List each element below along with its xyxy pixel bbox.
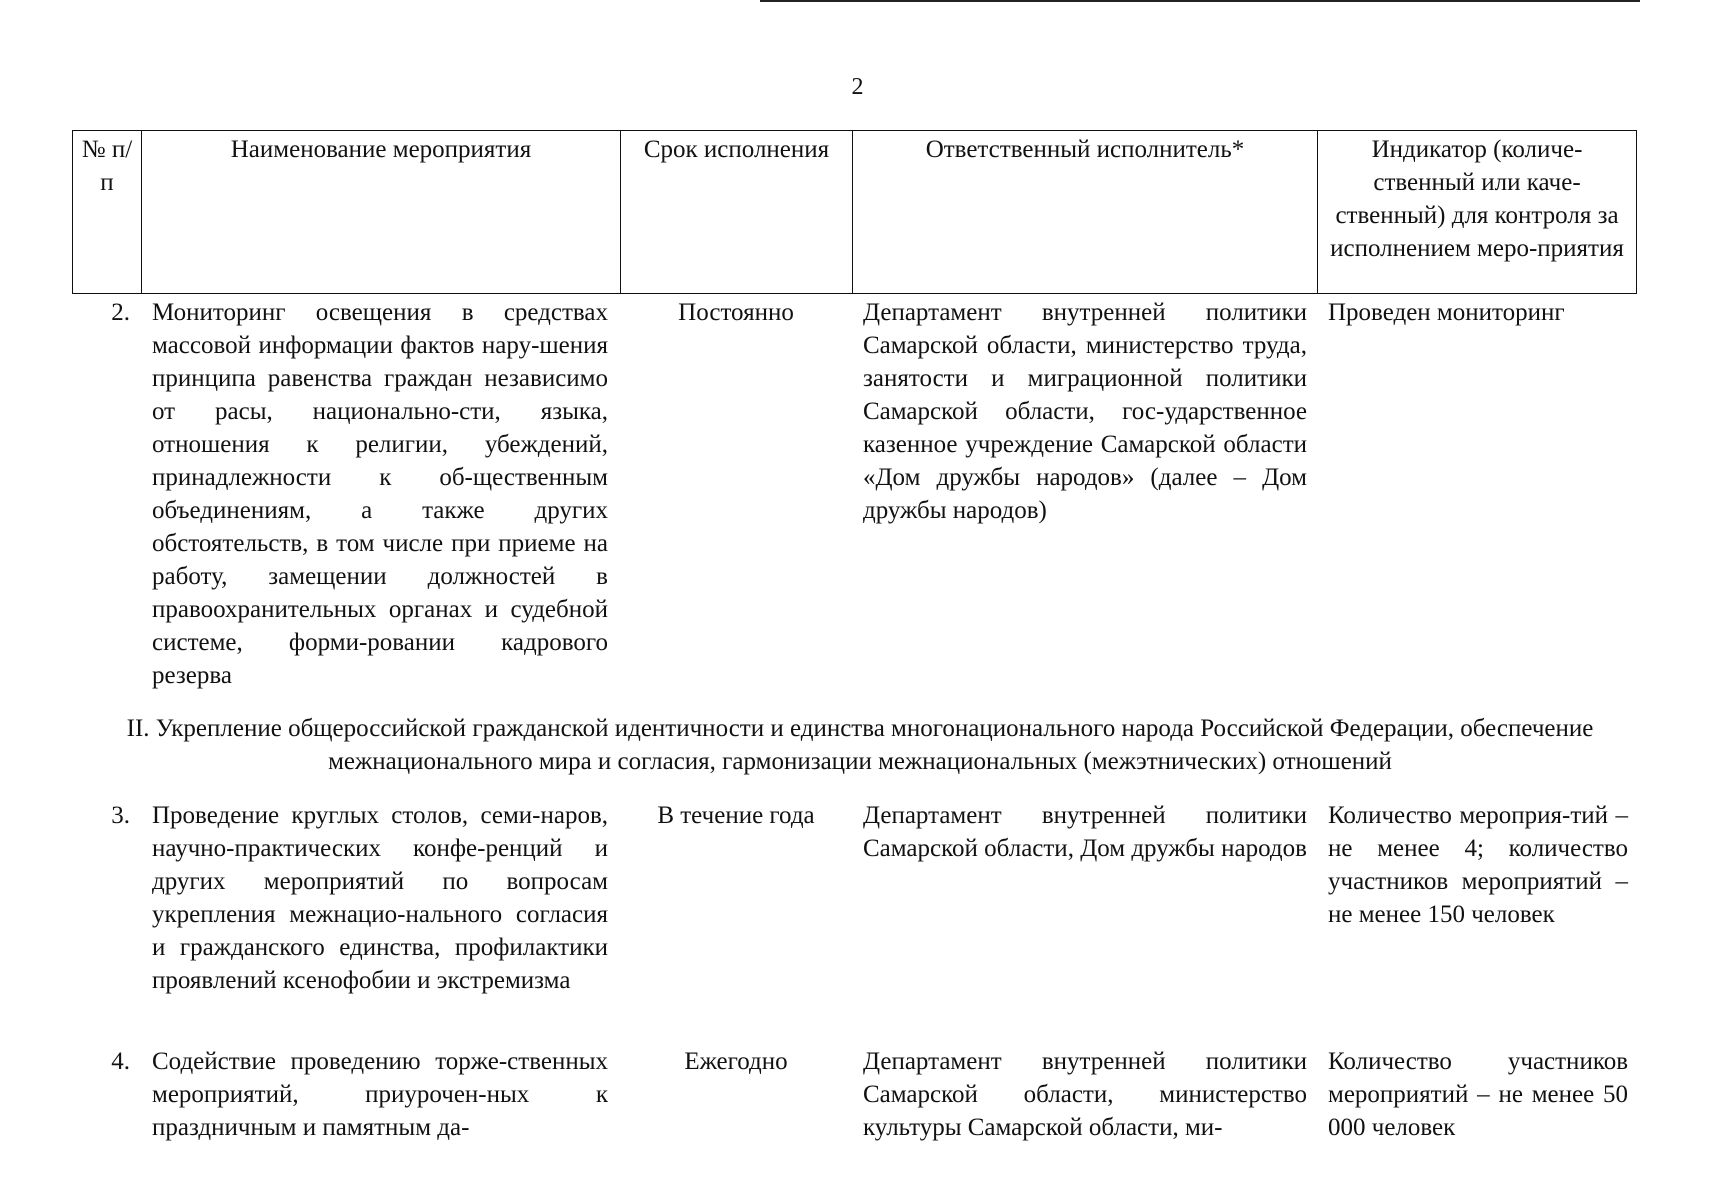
row-name: Проведение круглых столов, семи-наров, научно-практических конфе-ренций и других мероприятий по вопросам укрепления межнацио-нального согласия и гражданского единства, профилактики проявлений ксенофобии и экстремизма bbox=[152, 802, 608, 994]
row-name: Мониторинг освещения в средствах массовой информации фактов нару-шения принципа равенства граждан независимо от расы, национально-сти, языка, отношения к религии, убеждений, принадлежности к об-щественным объединениям, а также других обстоятельств, в том числе при приеме на работу, замещении должностей в правоохранительных органах и судебной системе, форми-ровании кадрового резерва bbox=[152, 299, 608, 689]
row-num: 2. bbox=[111, 299, 130, 326]
header-indicator: Индикатор (количе-ственный или каче-ственный) для контроля за исполнением меро-приятия bbox=[1318, 131, 1637, 294]
row-term: В течение года bbox=[657, 802, 815, 829]
row-responsible: Департамент внутренней политики Самарской области, министерство труда, занятости и миграционной политики Самарской области, гос-ударственное казенное учреждение Самарской области «Дом дружбы народов» (далее – Дом дружбы народов) bbox=[863, 299, 1307, 524]
top-rule bbox=[760, 0, 1640, 2]
row-indicator: Проведен мониторинг bbox=[1328, 299, 1565, 326]
row-indicator: Количество мероприя-тий – не менее 4; количество участников мероприятий – не менее 150 человек bbox=[1328, 802, 1628, 928]
table-header bbox=[72, 130, 1637, 294]
row-term: Постоянно bbox=[678, 299, 794, 326]
row-num: 3. bbox=[111, 802, 130, 829]
header-name: Наименование мероприятия bbox=[142, 131, 621, 294]
header-num: № п/п bbox=[73, 131, 142, 294]
header-term: Срок исполнения bbox=[621, 131, 853, 294]
row-num: 4. bbox=[111, 1048, 130, 1075]
section-heading: II. Укрепление общероссийской гражданской идентичности и единства многонационального народа Российской Федерации, обеспечение межнационального мира и согласия, гармонизации межнациональных (межэтнических) отношений bbox=[126, 715, 1594, 775]
header-responsible: Ответственный исполнитель* bbox=[853, 131, 1318, 294]
row-responsible: Департамент внутренней политики Самарской области, Дом дружбы народов bbox=[863, 802, 1307, 862]
page-number: 2 bbox=[851, 74, 864, 100]
header-row bbox=[73, 131, 1637, 294]
row-name: Содействие проведению торже-ственных мероприятий, приурочен-ных к праздничным и памятным да- bbox=[152, 1048, 608, 1141]
row-term: Ежегодно bbox=[684, 1048, 788, 1075]
row-responsible: Департамент внутренней политики Самарской области, министерство культуры Самарской области, ми- bbox=[863, 1048, 1307, 1141]
row-indicator: Количество участников мероприятий – не менее 50 000 человек bbox=[1328, 1048, 1628, 1141]
